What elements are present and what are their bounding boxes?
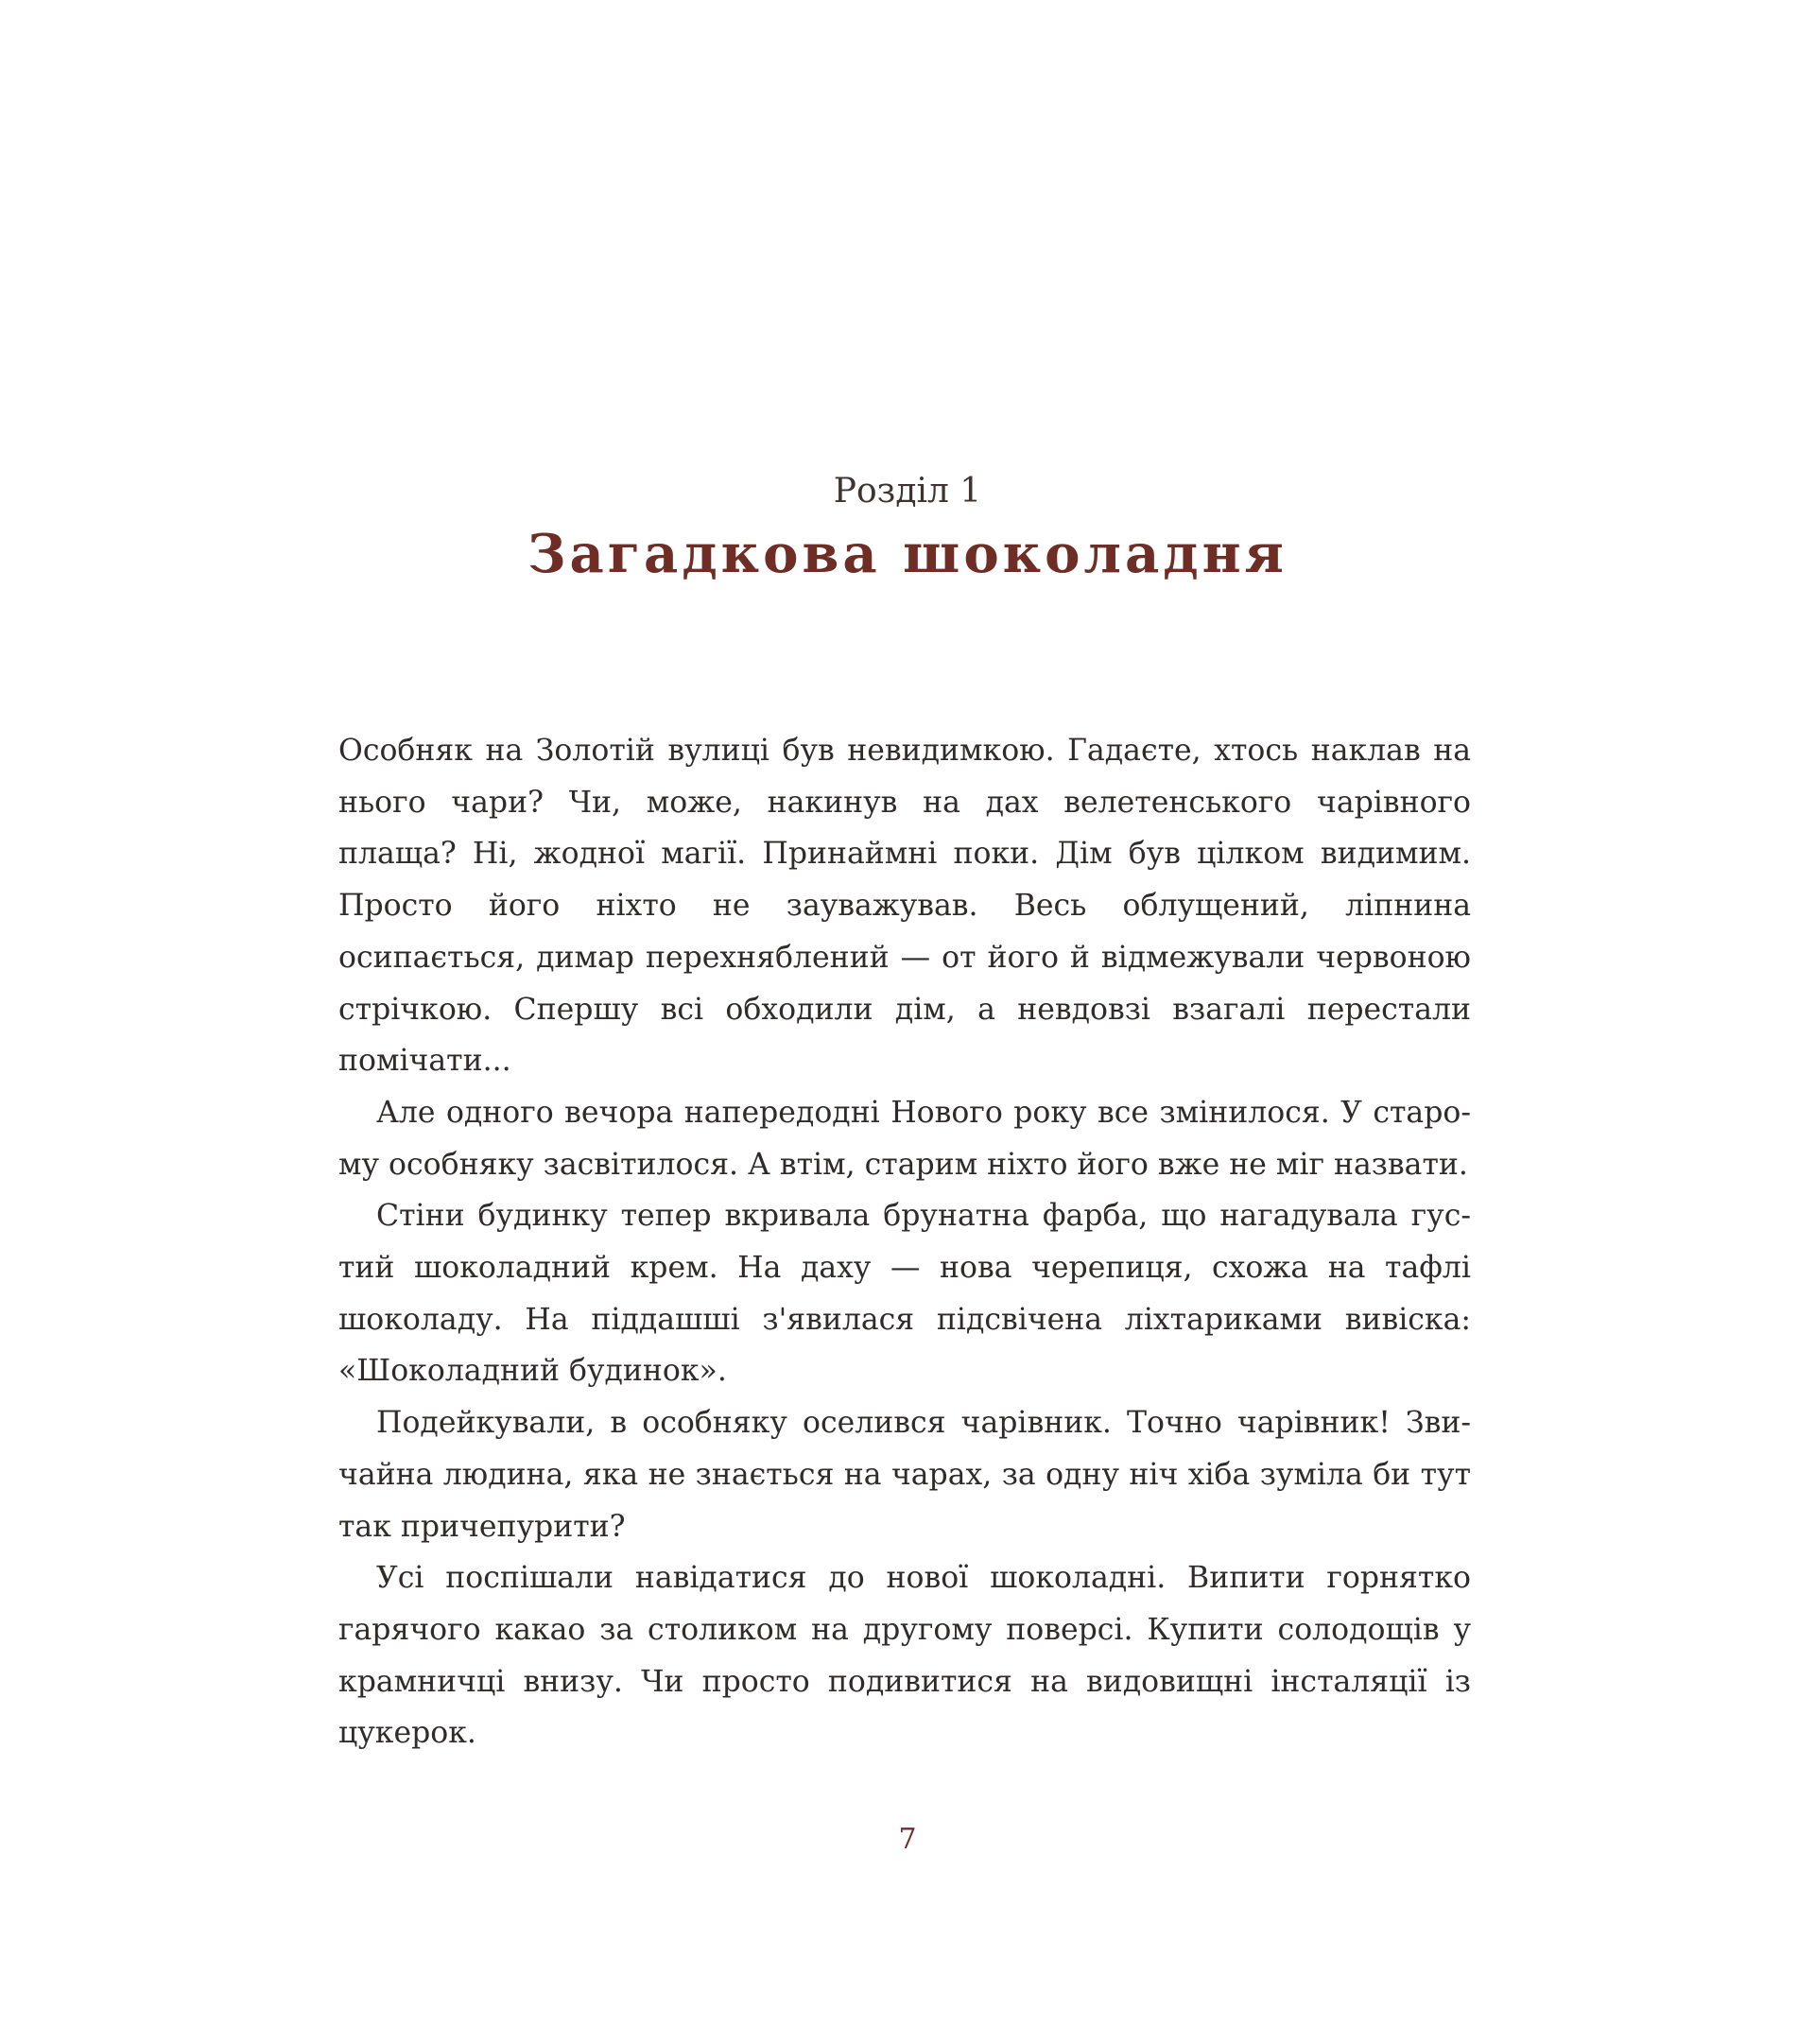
body-text [338, 725, 1471, 1759]
chapter-title: Загадкова шоколадня [527, 523, 1288, 585]
page-number: 7 [898, 1823, 917, 1856]
paragraph-4: Подейкували, в особняку оселився чарівник. Точно чарівник! Звичайна людина, яка не знається на чарах, за одну ніч хіба зуміла би тут так причепурити? [338, 1406, 1471, 1544]
paragraph-5: Усі поспішали навідатися до нової шоколадні. Випити горнятко гарячого какао за столиком на другому поверсі. Купити солодощів у крамничці внизу. Чи просто подивитися на видовищні інсталяції із цукерок. [338, 1561, 1471, 1751]
paragraph-2: Але одного вечора напередодні Нового року все змінилося. У старому особняку засвітилося. А втім, старим ніхто його вже не міг назвати. [338, 1095, 1471, 1182]
chapter-label: Розділ 1 [833, 472, 982, 511]
paragraph-1: Особняк на Золотій вулиці був невидимкою. Гадаєте, хтось наклав на нього чари? Чи, може, накинув на дах велетенського чарівного плаща? Ні, жодної магії. Принаймні поки. Дім був цілком видимим. Просто його ніхто не зауважував. Весь облущений, ліпнина осипається, димар перехняблений — от його й відмежували червоною стрічкою. Спершу всі обходили дім, а невдовзі взагалі перестали помічати... [338, 734, 1471, 1079]
paragraph-3: Стіни будинку тепер вкривала брунатна фарба, що нагадувала густий шоколадний крем. На даху — нова черепиця, схожа на тафлі шоколаду. На піддашші з'явилася підсвічена ліхтариками вивіска: «Шоколадний будинок». [338, 1199, 1471, 1389]
